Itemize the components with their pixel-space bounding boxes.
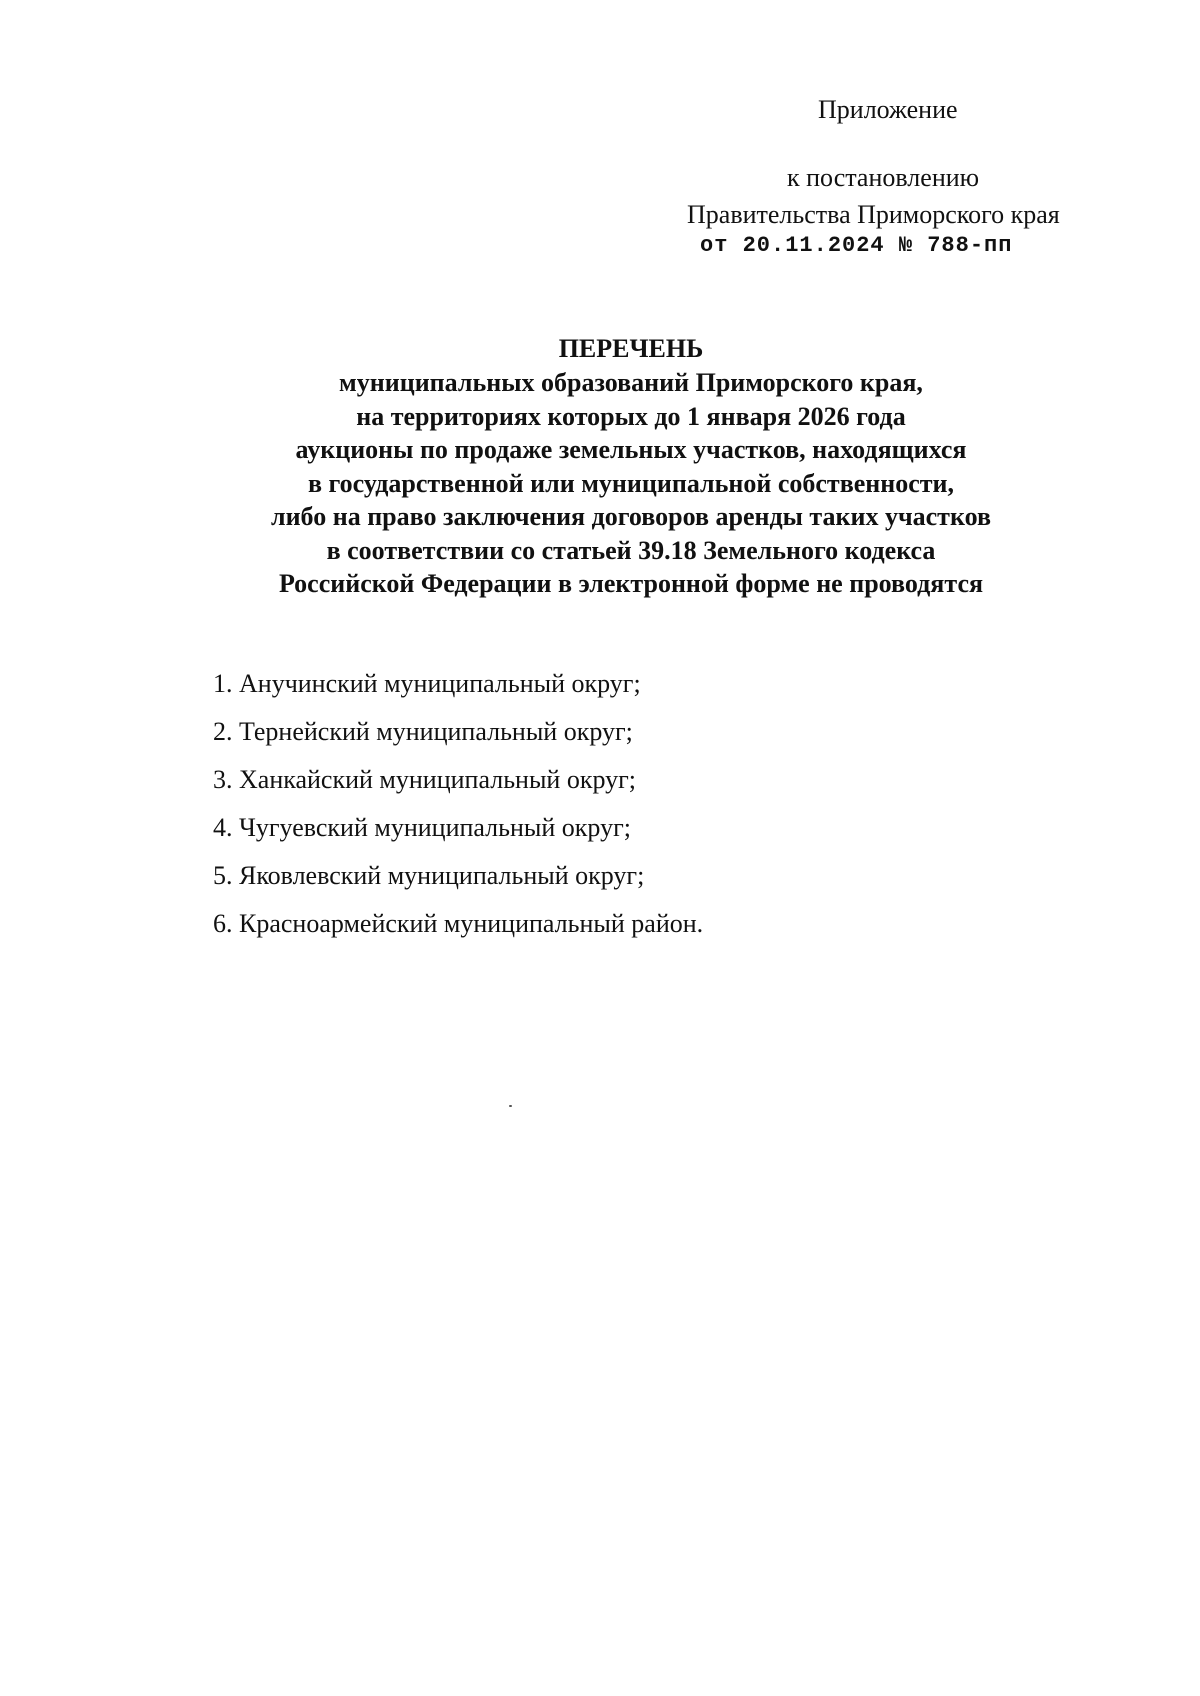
heading-title: ПЕРЕЧЕНЬ [558, 334, 704, 363]
heading-line: либо на право заключения договоров аренды таких участков [270, 502, 991, 531]
list-item: 3. Ханкайский муниципальный округ; [213, 765, 637, 794]
heading-line: муниципальных образований Приморского края, [339, 368, 923, 397]
appendix-date-number: от 20.11.2024 № 788-пп [700, 233, 1013, 258]
municipality-list [213, 660, 703, 948]
heading-line: в соответствии со статьей 39.18 Земельного кодекса [326, 535, 936, 565]
list-item: 2. Тернейский муниципальный округ; [213, 717, 633, 746]
list-item: 6. Красноармейский муниципальный район. [213, 909, 704, 938]
heading-line: в государственной или муниципальной собственности, [307, 468, 955, 498]
appendix-government: Правительства Приморского края [687, 200, 1060, 229]
list-item: 1. Анучинский муниципальный округ; [213, 669, 641, 698]
heading-line: аукционы по продаже земельных участков, находящихся [295, 435, 967, 464]
appendix-to-resolution: к постановлению [787, 163, 980, 192]
list-item: 4. Чугуевский муниципальный округ; [213, 813, 631, 842]
document-heading [0, 333, 1200, 601]
list-item: 5. Яковлевский муниципальный округ; [213, 861, 645, 890]
scan-speck [509, 1105, 512, 1107]
heading-line: Российской Федерации в электронной форме не проводятся [278, 569, 984, 598]
appendix-title: Приложение [818, 95, 958, 124]
heading-line: на территориях которых до 1 января 2026 года [356, 401, 906, 431]
